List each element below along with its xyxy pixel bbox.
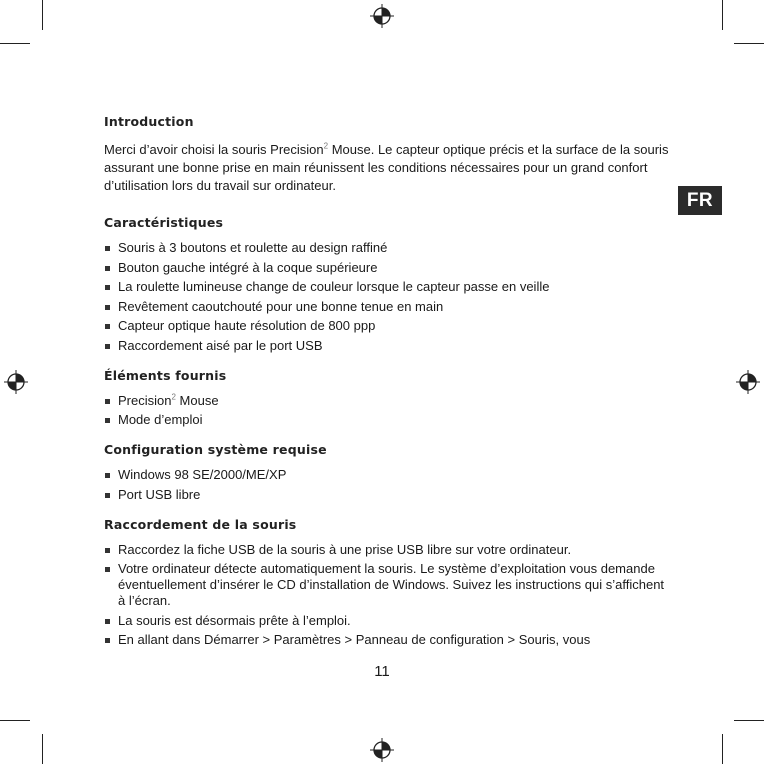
- connection-heading: Raccordement de la souris: [104, 516, 297, 532]
- contents-section: [104, 368, 674, 429]
- contents-list: [104, 393, 674, 429]
- crop-mark: [0, 43, 30, 44]
- list-item: Souris à 3 boutons et roulette au design raffiné: [104, 240, 674, 256]
- list-item: La roulette lumineuse change de couleur lorsque le capteur passe en veille: [104, 279, 674, 295]
- registration-mark-icon: [370, 4, 394, 28]
- requirements-list: [104, 467, 674, 503]
- list-item: Raccordement aisé par le port USB: [104, 338, 674, 354]
- contents-heading: Éléments fournis: [104, 367, 227, 383]
- requirements-section: [104, 442, 674, 503]
- registration-mark-icon: [4, 370, 28, 394]
- crop-mark: [722, 0, 723, 30]
- list-item: En allant dans Démarrer > Paramètres > Panneau de configuration > Souris, vous: [104, 632, 674, 648]
- superscript: 2: [323, 141, 329, 151]
- crop-mark: [722, 734, 723, 764]
- intro-paragraph: Merci d’avoir choisi la souris Precision$^2$ Mouse. Le capteur optique précis et la surface de la souris assurant une bonne prise en main réunissent les conditions nécessaires pour un grand confort d’utilisation lors du travail sur ordinateur.: [104, 141, 669, 193]
- crop-mark: [42, 734, 43, 764]
- list-item: Port USB libre: [104, 487, 674, 503]
- crop-mark: [734, 43, 764, 44]
- registration-mark-icon: [370, 738, 394, 762]
- superscript: 2: [171, 392, 176, 402]
- features-list: [104, 240, 674, 354]
- intro-heading: Introduction: [104, 114, 194, 129]
- list-item: Windows 98 SE/2000/ME/XP: [104, 467, 674, 483]
- crop-mark: [42, 0, 43, 30]
- list-item: Revêtement caoutchouté pour une bonne tenue en main: [104, 299, 674, 315]
- crop-mark: [734, 720, 764, 721]
- page-number: 11: [374, 663, 390, 680]
- list-item: Votre ordinateur détecte automatiquement la souris. Le système d’exploitation vous demande éventuellement d’insérer le CD d’installation de Windows. Suivez les instructions qui s’affichent à l’écran.: [104, 561, 674, 609]
- registration-mark-icon: [736, 370, 760, 394]
- list-item: Raccordez la fiche USB de la souris à une prise USB libre sur votre ordinateur.: [104, 542, 674, 558]
- list-item: Bouton gauche intégré à la coque supérieure: [104, 260, 674, 276]
- list-item: Capteur optique haute résolution de 800 ppp: [104, 318, 674, 334]
- list-item: Precision$^2$ Mouse: [104, 393, 674, 409]
- features-heading: Caractéristiques: [104, 215, 224, 230]
- language-tab: FR: [678, 186, 722, 215]
- connection-section: [104, 517, 674, 649]
- requirements-heading: Configuration système requise: [104, 442, 327, 457]
- list-item: Mode d’emploi: [104, 412, 674, 428]
- connection-list: [104, 542, 674, 649]
- page-content: [104, 114, 674, 652]
- crop-mark: [0, 720, 30, 721]
- list-item: La souris est désormais prête à l’emploi.: [104, 613, 674, 629]
- features-section: [104, 215, 674, 354]
